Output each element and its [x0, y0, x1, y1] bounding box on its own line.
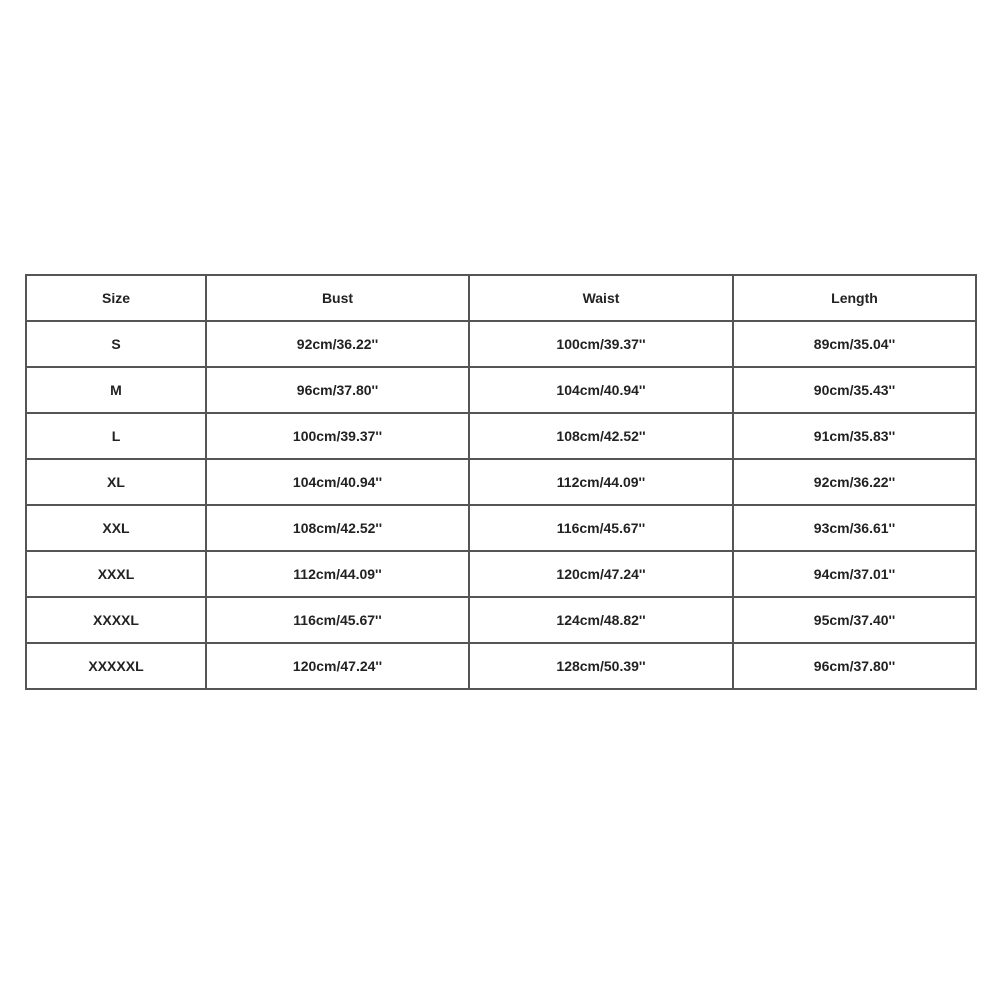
- cell-waist: 128cm/50.39'': [469, 643, 733, 689]
- table-row: [26, 459, 976, 505]
- cell-waist: 124cm/48.82'': [469, 597, 733, 643]
- table-row: [26, 643, 976, 689]
- cell-length: 89cm/35.04'': [733, 321, 976, 367]
- cell-bust: 116cm/45.67'': [206, 597, 469, 643]
- header-length: Length: [733, 275, 976, 321]
- header-bust: Bust: [206, 275, 469, 321]
- cell-waist: 108cm/42.52'': [469, 413, 733, 459]
- cell-length: 90cm/35.43'': [733, 367, 976, 413]
- cell-bust: 100cm/39.37'': [206, 413, 469, 459]
- table-row: [26, 367, 976, 413]
- header-size: Size: [26, 275, 206, 321]
- cell-size: XXXXXL: [26, 643, 206, 689]
- cell-size: XXXL: [26, 551, 206, 597]
- table-row: [26, 413, 976, 459]
- cell-bust: 108cm/42.52'': [206, 505, 469, 551]
- table-header-row: [26, 275, 976, 321]
- cell-waist: 112cm/44.09'': [469, 459, 733, 505]
- cell-size: XXL: [26, 505, 206, 551]
- cell-size: XXXXL: [26, 597, 206, 643]
- table-row: [26, 551, 976, 597]
- cell-size: S: [26, 321, 206, 367]
- cell-waist: 100cm/39.37'': [469, 321, 733, 367]
- cell-waist: 116cm/45.67'': [469, 505, 733, 551]
- cell-bust: 104cm/40.94'': [206, 459, 469, 505]
- table-row: [26, 505, 976, 551]
- cell-length: 95cm/37.40'': [733, 597, 976, 643]
- cell-waist: 104cm/40.94'': [469, 367, 733, 413]
- cell-bust: 112cm/44.09'': [206, 551, 469, 597]
- table-row: [26, 321, 976, 367]
- header-waist: Waist: [469, 275, 733, 321]
- cell-length: 93cm/36.61'': [733, 505, 976, 551]
- cell-size: XL: [26, 459, 206, 505]
- cell-length: 94cm/37.01'': [733, 551, 976, 597]
- cell-length: 96cm/37.80'': [733, 643, 976, 689]
- cell-bust: 120cm/47.24'': [206, 643, 469, 689]
- cell-length: 92cm/36.22'': [733, 459, 976, 505]
- cell-bust: 92cm/36.22'': [206, 321, 469, 367]
- cell-size: L: [26, 413, 206, 459]
- table-row: [26, 597, 976, 643]
- cell-waist: 120cm/47.24'': [469, 551, 733, 597]
- cell-bust: 96cm/37.80'': [206, 367, 469, 413]
- size-chart-table: [25, 274, 977, 690]
- cell-length: 91cm/35.83'': [733, 413, 976, 459]
- cell-size: M: [26, 367, 206, 413]
